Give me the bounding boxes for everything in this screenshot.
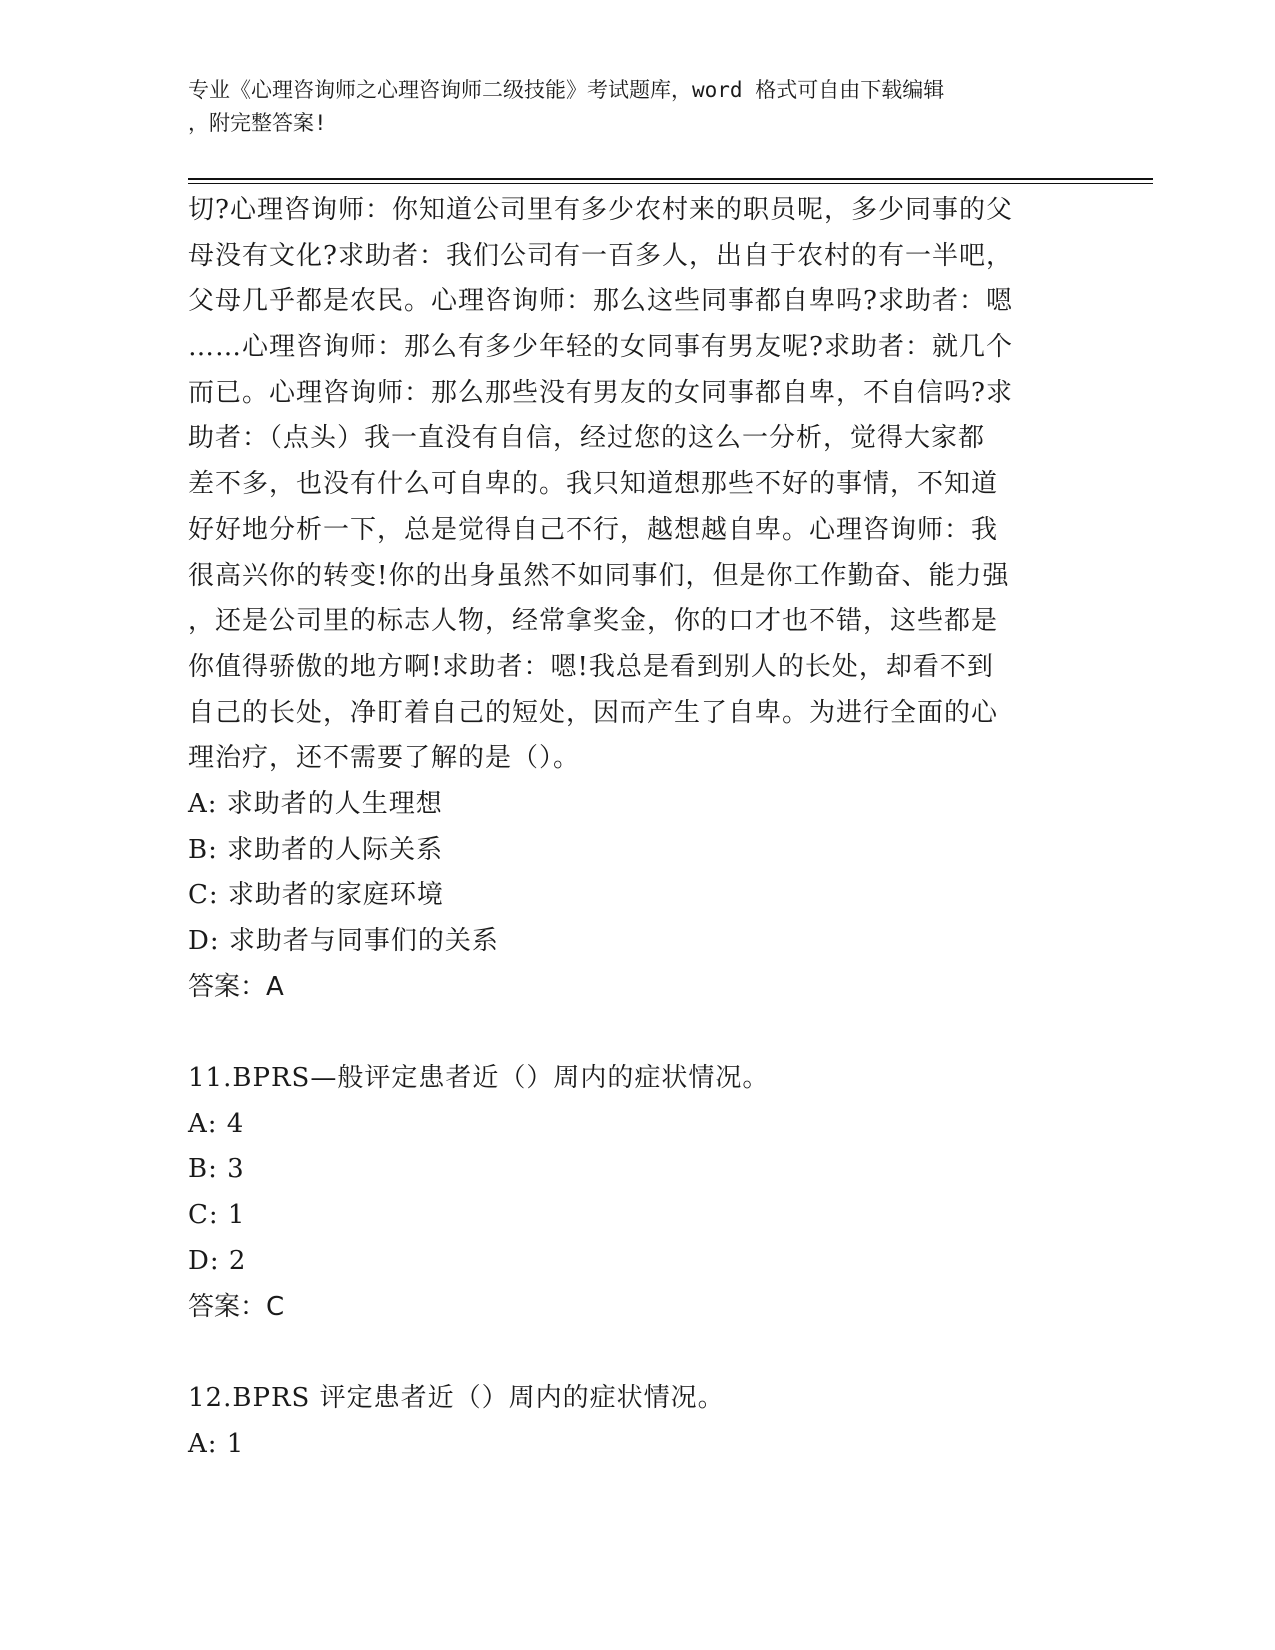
question-gap bbox=[188, 1330, 1088, 1376]
passage-line: ，还是公司里的标志人物，经常拿奖金，你的口才也不错，这些都是 bbox=[188, 606, 999, 637]
passage-line: 你值得骄傲的地方啊!求助者：嗯!我总是看到别人的长处，却看不到 bbox=[188, 651, 994, 682]
question-10-answer: 答案：A bbox=[188, 971, 284, 1002]
question-11-title: 11.BPRS—般评定患者近（）周内的症状情况。 bbox=[188, 1063, 770, 1094]
question-11-answer: 答案：C bbox=[188, 1291, 285, 1322]
option-d: D: 求助者与同事们的关系 bbox=[188, 926, 499, 956]
passage-line: 而已。心理咨询师：那么那些没有男友的女同事都自卑，不自信吗?求 bbox=[188, 377, 1013, 408]
option-b: B: 3 bbox=[188, 1154, 245, 1185]
passage-line: 差不多，也没有什么可自卑的。我只知道想那些不好的事情，不知道 bbox=[188, 469, 999, 500]
option-b: B: 求助者的人际关系 bbox=[188, 834, 444, 865]
passage-line: 自己的长处，净盯着自己的短处，因而产生了自卑。为进行全面的心 bbox=[188, 697, 999, 728]
passage-line: 切?心理咨询师：你知道公司里有多少农村来的职员呢，多少同事的父 bbox=[188, 195, 1013, 225]
question-11-options bbox=[188, 1102, 1088, 1285]
option-a: A: 1 bbox=[188, 1428, 245, 1459]
question-gap bbox=[188, 1010, 1088, 1056]
header-divider-thin bbox=[188, 183, 1153, 184]
header-title-line-2: ，附完整答案! bbox=[188, 111, 327, 135]
option-c: C: 求助者的家庭环境 bbox=[188, 880, 444, 911]
document-header bbox=[188, 74, 1088, 140]
passage-line: 很高兴你的转变!你的出身虽然不如同事们，但是你工作勤奋、能力强 bbox=[188, 560, 1010, 591]
option-a: A: 求助者的人生理想 bbox=[188, 788, 443, 819]
passage-line: 助者：（点头）我一直没有自信，经过您的这么一分析，觉得大家都 bbox=[188, 423, 986, 454]
question-12-options bbox=[188, 1422, 1088, 1468]
header-title-line-1: 专业《心理咨询师之心理咨询师二级技能》考试题库，word 格式可自由下载编辑 bbox=[188, 78, 945, 102]
question-passage bbox=[188, 188, 1088, 782]
passage-line: ……心理咨询师：那么有多少年轻的女同事有男友呢?求助者：就几个 bbox=[188, 332, 1013, 363]
option-c: C: 1 bbox=[188, 1200, 246, 1231]
option-d: D: 2 bbox=[188, 1245, 247, 1276]
passage-line: 母没有文化?求助者：我们公司有一百多人，出自于农村的有一半吧， bbox=[188, 240, 1013, 271]
question-12-title: 12.BPRS 评定患者近（）周内的症状情况。 bbox=[188, 1382, 725, 1413]
header-divider-thick bbox=[188, 178, 1153, 180]
question-10-options bbox=[188, 782, 1088, 965]
document-body bbox=[188, 188, 1088, 1467]
option-a: A: 4 bbox=[188, 1108, 245, 1139]
passage-line: 理治疗，还不需要了解的是（）。 bbox=[188, 743, 581, 774]
passage-line: 好好地分析一下，总是觉得自己不行，越想越自卑。心理咨询师：我 bbox=[188, 514, 999, 545]
passage-line: 父母几乎都是农民。心理咨询师：那么这些同事都自卑吗?求助者：嗯 bbox=[188, 286, 1013, 317]
